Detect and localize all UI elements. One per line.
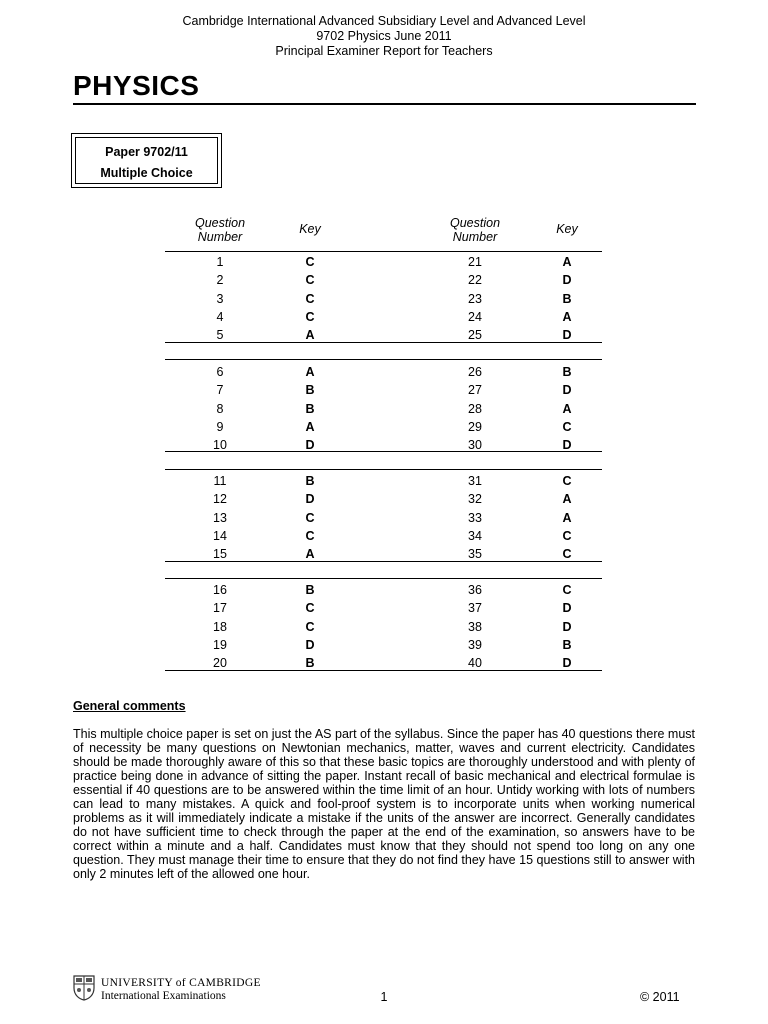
answer-key: A <box>562 255 572 269</box>
answer-key: D <box>562 601 572 616</box>
answer-key: C <box>562 583 572 597</box>
question-number: 26 <box>468 365 482 379</box>
question-number: 8 <box>216 401 224 416</box>
question-number: 21 <box>468 255 482 269</box>
question-number: 39 <box>468 637 482 652</box>
question-number: 23 <box>468 291 482 306</box>
answer-key: B <box>562 291 572 306</box>
general-comments-title: General comments <box>73 699 186 713</box>
answer-key: B <box>305 383 315 398</box>
question-number: 17 <box>213 601 227 616</box>
question-number: 2 <box>216 273 224 288</box>
header-line-3: Principal Examiner Report for Teachers <box>275 44 493 58</box>
copyright: © 2011 <box>640 990 680 1004</box>
question-number: 28 <box>468 401 482 416</box>
answer-key: C <box>305 619 315 634</box>
question-number: 25 <box>468 328 482 343</box>
answer-key: A <box>305 419 315 434</box>
answer-key: C <box>305 291 315 306</box>
answer-key: B <box>305 583 315 597</box>
page-number: 1 <box>380 990 388 1004</box>
question-number: 37 <box>468 601 482 616</box>
question-number: 14 <box>213 528 227 543</box>
answer-key: D <box>305 637 315 652</box>
table-rule <box>165 469 602 470</box>
answer-key: D <box>305 492 315 507</box>
answer-key: C <box>562 474 572 488</box>
answer-key: D <box>562 656 572 671</box>
question-number: 7 <box>216 383 224 398</box>
answer-key: A <box>562 309 572 324</box>
question-number: 22 <box>468 273 482 288</box>
question-number: 31 <box>468 474 482 488</box>
cambridge-logo <box>73 975 261 1005</box>
question-number: 6 <box>216 365 224 379</box>
answer-key: C <box>305 510 315 525</box>
question-number: 20 <box>213 656 227 671</box>
question-number: 9 <box>216 419 224 434</box>
answer-key: A <box>305 547 315 562</box>
question-number: 11 <box>213 474 227 488</box>
col-header-key-right: Key <box>556 222 578 236</box>
answer-key: D <box>562 328 572 343</box>
answer-key: D <box>562 273 572 288</box>
question-number: 15 <box>213 547 227 562</box>
question-number: 12 <box>213 492 227 507</box>
table-rule <box>165 251 602 252</box>
answer-key: C <box>562 547 572 562</box>
question-number: 5 <box>216 328 224 343</box>
col-header-key-left: Key <box>299 222 321 236</box>
answer-key: D <box>562 438 572 453</box>
answer-key: B <box>562 637 572 652</box>
answer-key: C <box>305 309 315 324</box>
answer-key: D <box>562 383 572 398</box>
answer-key: C <box>562 528 572 543</box>
answer-key: B <box>305 656 315 671</box>
col-header-question-line1: Question <box>194 216 246 230</box>
answer-key: C <box>305 255 315 269</box>
answer-key: B <box>562 365 572 379</box>
answer-key: D <box>562 619 572 634</box>
answer-key: A <box>305 365 315 379</box>
answer-key: B <box>305 474 315 488</box>
general-comments-body: This multiple choice paper is set on just the AS part of the syllabus. Since the paper has 40 questions there must of necessity be many questions on Newtonian mechanics, matter, waves and current electricity. Candidates should be made thoroughly aware of this so that these basic topics are thoroughly understood and with plenty of practice being done in advance of sitting the paper. Instant recall of basic mechanical and electrical formulae is essential if 40 questions are to be answered within the time limit of an hour. Untidy working with lots of numbers can lead to many mistakes. A quick and fool-proof system is to incorporate units when working numerical problems as it will immediately indicate a mistake if the units of the answer are incorrect. Generally candidates do not have sufficient time to check through the paper at the end of the examination, so answers have to be correct within a minute and a half. Candidates must know that they should not spend too long on any one question. They must manage their time to ensure that they do not find they have 15 questions still to answer with only 2 minutes left of the allowed one hour. <box>73 727 695 881</box>
answer-key: A <box>305 328 315 343</box>
col-header-question-right <box>445 216 505 244</box>
col-header-question-line1: Question <box>449 216 501 230</box>
title-divider <box>73 103 696 105</box>
answer-key: C <box>562 419 572 434</box>
question-number: 33 <box>468 510 482 525</box>
question-number: 30 <box>468 438 482 453</box>
question-number: 4 <box>216 309 224 324</box>
question-number: 16 <box>213 583 227 597</box>
question-number: 40 <box>468 656 482 671</box>
question-number: 13 <box>213 510 227 525</box>
question-number: 1 <box>216 255 224 269</box>
header-line-1: Cambridge International Advanced Subsidiary Level and Advanced Level <box>182 14 586 28</box>
page-title: PHYSICS <box>73 70 200 101</box>
answer-key: C <box>305 601 315 616</box>
answer-key: A <box>562 492 572 507</box>
table-rule <box>165 359 602 360</box>
question-number: 35 <box>468 547 482 562</box>
paper-type: Multiple Choice <box>100 166 193 180</box>
header-line-2: 9702 Physics June 2011 <box>316 29 452 43</box>
col-header-question-line2: Number <box>197 230 243 244</box>
paper-code: Paper 9702/11 <box>105 145 188 159</box>
question-number: 38 <box>468 619 482 634</box>
answer-key: C <box>305 273 315 288</box>
paper-box-inner <box>75 137 218 184</box>
question-number: 10 <box>213 438 227 453</box>
table-rule <box>165 578 602 579</box>
col-header-question-line2: Number <box>452 230 498 244</box>
paper-box <box>71 133 222 188</box>
university-shield-icon <box>73 975 95 1001</box>
question-number: 19 <box>213 637 227 652</box>
answer-key: A <box>562 401 572 416</box>
answer-key: D <box>305 438 315 453</box>
logo-text-examinations: International Examinations <box>101 990 226 1002</box>
question-number: 24 <box>468 309 482 324</box>
question-number: 32 <box>468 492 482 507</box>
question-number: 36 <box>468 583 482 597</box>
answer-key: A <box>562 510 572 525</box>
question-number: 29 <box>468 419 482 434</box>
report-header <box>0 14 768 59</box>
answer-key: C <box>305 528 315 543</box>
question-number: 34 <box>468 528 482 543</box>
question-number: 3 <box>216 291 224 306</box>
question-number: 27 <box>468 383 482 398</box>
answer-key: B <box>305 401 315 416</box>
question-number: 18 <box>213 619 227 634</box>
col-header-question-left <box>190 216 250 244</box>
logo-text-university: UNIVERSITY of CAMBRIDGE <box>101 977 261 989</box>
